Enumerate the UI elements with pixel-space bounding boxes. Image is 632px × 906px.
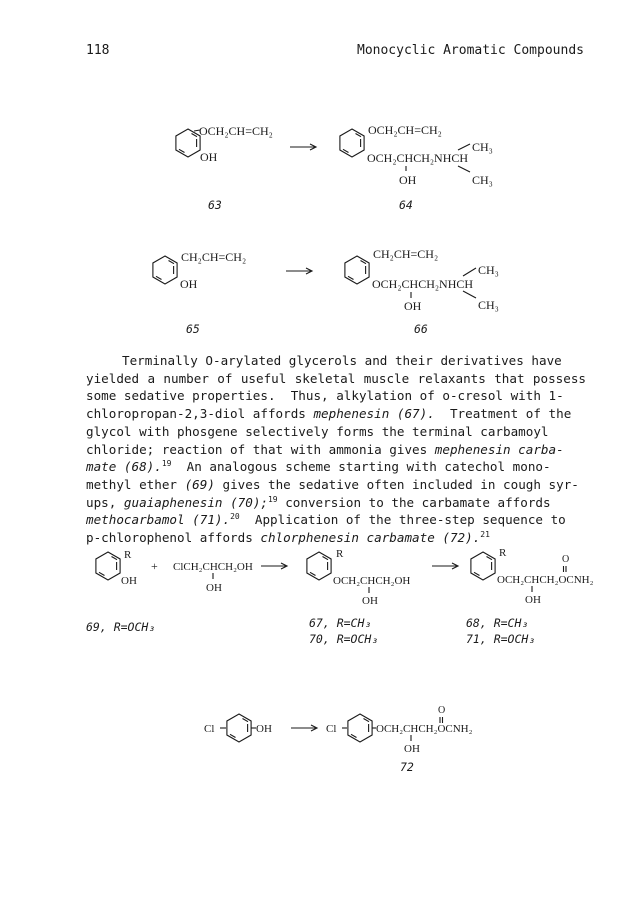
- sub-63-oh: OH: [200, 150, 218, 164]
- benzene-ring-66: [345, 256, 369, 284]
- compound-label-64: 64: [399, 198, 413, 212]
- reference-21: 21: [480, 530, 490, 540]
- compound-name-chlorphenesin-carbamate: chlorphenesin carbamate (72).: [260, 530, 481, 546]
- sub-66-allyl: CH₂CH=CH₂: [373, 247, 439, 261]
- benzene-ring-chlorophenol: [227, 714, 251, 742]
- sub-67-chain: OCH₂CHCH₂OH: [333, 575, 411, 587]
- scheme-1: [176, 123, 493, 212]
- sub-68-chain: OCH₂CHCH₂OCNH₂: [497, 574, 594, 586]
- sub-64-oh: OH: [399, 173, 417, 187]
- text-line-3: some sedative properties. Thus, alkylation of o-cresol with 1-: [86, 388, 564, 404]
- compound-label-67: 67, R=CH₃: [309, 616, 372, 630]
- reaction-arrow-1: [290, 144, 316, 150]
- sub-phenol-oh: OH: [256, 723, 272, 735]
- compound-name-mephenesin: mephenesin (67).: [313, 406, 435, 422]
- sub-cl-1: Cl: [204, 723, 215, 735]
- sub-66-oh: OH: [404, 299, 422, 313]
- sub-cl-2: Cl: [326, 723, 337, 735]
- benzene-ring-65: [153, 256, 177, 284]
- sub-64-ch3-bottom: CH₃: [472, 173, 493, 187]
- benzene-ring-68-71: [471, 552, 495, 580]
- sub-66-ch3-top: CH₃: [478, 263, 499, 277]
- text-line-5: glycol with phosgene selectively forms the terminal carbamoyl: [86, 423, 549, 439]
- sub-64-allyloxy: OCH₂CH=CH₂: [368, 123, 442, 137]
- compound-label-69: 69, R=OCH₃: [86, 620, 156, 634]
- reaction-arrow-4: [432, 563, 458, 569]
- text-line-6: chloride; reaction of that with ammonia gives mephenesin carba-: [86, 441, 564, 457]
- reaction-arrow-3: [261, 563, 287, 569]
- compound-name-guaiaphenesin: guaiaphenesin (70);: [123, 494, 268, 510]
- reference-19b: 19: [267, 494, 278, 504]
- compound-label-63: 63: [208, 198, 222, 212]
- reagent-oh: OH: [206, 582, 222, 594]
- sub-64-ch3-top: CH₃: [472, 140, 493, 154]
- sub-65-allyl: CH₂CH=CH₂: [181, 250, 247, 264]
- benzene-ring-69: [96, 552, 120, 580]
- page-number: 118: [86, 43, 110, 58]
- compound-label-72: 72: [400, 760, 414, 774]
- text-line-9: ups, guaiaphenesin (70);$^{19}$ conversion to the carbamate affords: [86, 494, 551, 510]
- sub-68-carbonyl-o: O: [562, 554, 570, 565]
- text-line-10: methocarbamol (71).$^{20}$ Application of the three-step sequence to: [86, 512, 566, 528]
- sub-65-oh: OH: [180, 277, 198, 291]
- reaction-arrow-5: [291, 725, 317, 731]
- text-line-8: methyl ether (69) gives the sedative often included in cough syr-: [86, 476, 579, 492]
- text-line-4: chloropropan-2,3-diol affords mephenesin (67). Treatment of the: [86, 406, 572, 422]
- benzene-ring-63: [176, 129, 200, 157]
- compound-label-71: 71, R=OCH₃: [466, 632, 536, 646]
- sub-72-chain: OCH₂CHCH₂OCNH₂: [376, 723, 473, 735]
- compound-label-70: 70, R=OCH₃: [309, 632, 379, 646]
- compound-name-mephenesin-carbamate: mephenesin carba-: [434, 441, 564, 457]
- scheme-3: [86, 547, 594, 646]
- text-line-2: yielded a number of useful skeletal muscle relaxants that possess: [86, 370, 586, 386]
- reference-19a: 19: [161, 459, 172, 469]
- sub-67-r: R: [336, 548, 344, 560]
- text-line-11: p-chlorophenol affords chlorphenesin carbamate (72).$^{21}$: [86, 530, 490, 546]
- sub-68-oh: OH: [525, 594, 541, 606]
- plus-sign: +: [151, 559, 158, 573]
- benzene-ring-64: [340, 129, 364, 157]
- sub-63-allyloxy: OCH₂CH=CH₂: [199, 124, 273, 138]
- sub-66-ch3-bottom: CH₃: [478, 298, 499, 312]
- compound-label-65: 65: [186, 322, 200, 336]
- compound-label-68: 68, R=CH₃: [466, 616, 529, 630]
- reference-20: 20: [230, 512, 240, 522]
- compound-label-66: 66: [414, 322, 428, 336]
- sub-66-chain: OCH₂CHCH₂NHCH: [372, 277, 474, 291]
- sub-68-r: R: [499, 547, 507, 559]
- reagent-chloropropanediol: ClCH₂CHCH₂OH: [173, 561, 253, 573]
- compound-name-methocarbamol: methocarbamol (71).: [86, 512, 231, 528]
- sub-69-oh: OH: [121, 575, 137, 587]
- sub-72-oh: OH: [404, 743, 420, 755]
- reaction-arrow-2: [286, 268, 312, 274]
- sub-69-r: R: [124, 549, 132, 561]
- benzene-ring-72: [348, 714, 372, 742]
- text-line-7: mate (68).$^{19}$ An analogous scheme starting with catechol mono-: [86, 459, 551, 475]
- sub-64-chain: OCH₂CHCH₂NHCH: [367, 151, 469, 165]
- scheme-4: [204, 705, 473, 774]
- sub-72-carbonyl-o: O: [438, 705, 446, 716]
- running-title: Monocyclic Aromatic Compounds: [357, 43, 584, 58]
- text-line-1: Terminally O-arylated glycerols and their derivatives have: [122, 353, 562, 368]
- benzene-ring-67-70: [307, 552, 331, 580]
- body-paragraph: [86, 352, 586, 547]
- sub-67-oh: OH: [362, 595, 378, 607]
- scheme-2: [153, 247, 499, 336]
